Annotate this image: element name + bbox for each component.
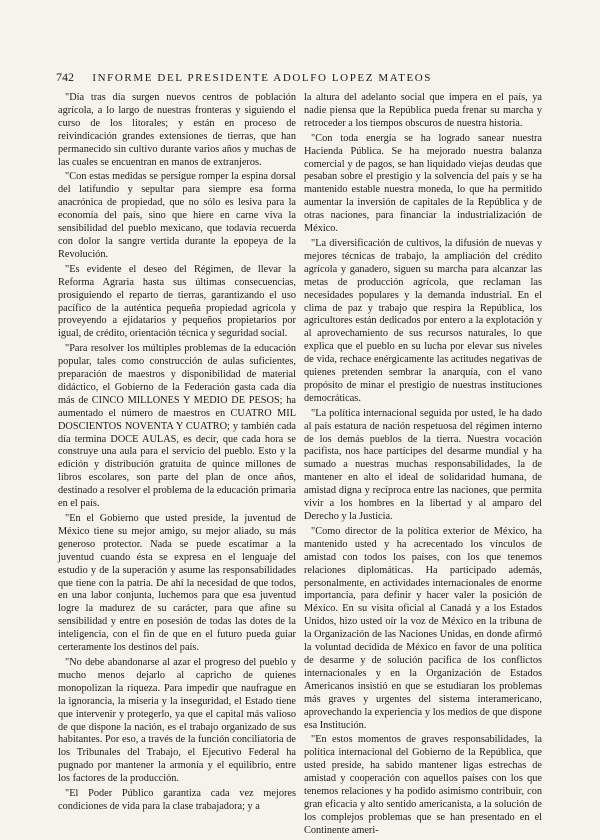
running-title: INFORME DEL PRESIDENTE ADOLFO LOPEZ MATEOS xyxy=(92,72,433,84)
paragraph: "No debe abandonarse al azar el progreso del pueblo y mucho menos dejarlo al capricho de quienes monopolizan la riqueza. Para impedir que naufrague en la ignorancia, la miseria y la inseguridad, el Estado tiene que intervenir y protegerlo, ya que el capital más valioso de que dispone la nación, es el trabajo organizado de sus habitantes. Por eso, a través de la función conciliatoria de los Tribunales del Trabajo, el Ejecutivo Federal ha pugnado por mantener la armonía y el equilibrio, entre los factores de la producción. xyxy=(58,656,296,785)
left-column xyxy=(58,92,296,816)
paragraph: "Es evidente el deseo del Régimen, de llevar la Reforma Agraria hasta sus últimas consecuencias, prosiguiendo el reparto de tierras, garantizando el uso pacífico de la auténtica pequeña propiedad agrícola y proveyendo a ejidatarios y pequeños propietarios por igual, de crédito, orientación técnica y seguridad social. xyxy=(58,263,296,340)
paragraph: "La política internacional seguida por usted, le ha dado al país estatura de nación respetuosa del régimen interno de los demás pueblos de la tierra. Nuestra vocación pacifista, nos hace partícipes del desarme mundial y ha sumado a nuestras muchas responsabilidades, la de mantener en alto el ideal de solidaridad humana, de amistad digna y recíproca entre las naciones, que permita vivir a los hombres en la libertad y al amparo del Derecho y la Justicia. xyxy=(304,407,542,522)
paragraph: la altura del adelanto social que impera en el país, ya nadie piensa que la República pueda frenar su marcha y retroceder a los tiempos obscuros de nuestra historia. xyxy=(304,92,542,129)
paragraph: "En estos momentos de graves responsabilidades, la política internacional del Gobierno de la República, que usted preside, ha sabido mantener ligas estrechas de amistad y cooperación con aquellos países con los que tenemos relaciones y ha podido asimismo contribuir, con gran eficacia y alto sentido americanista, a la solución de los complejos problemas que se han presentado en el Continente ameri- xyxy=(304,734,542,836)
paragraph: "Con estas medidas se persigue romper la espina dorsal del latifundio y sepultar para siempre esa forma anacrónica de propiedad, que no sólo es lesiva para la economía del país, sino que hiere en carne viva la sensibilidad del pueblo mexicano, que todavía recuerda con dolor la sangre vertida durante la epopeya de la Revolución. xyxy=(58,171,296,260)
paragraph: "Día tras día surgen nuevos centros de población agrícola, a lo largo de nuestras fronteras y siguiendo el curso de los litorales; y están en proceso de reivindicación grandes extensiones de tierras, que han permanecido sin cultivo durante varios años y muchas de las cuales se encuentran en manos de extranjeros. xyxy=(58,92,296,168)
page-header xyxy=(56,70,546,85)
paragraph: "La diversificación de cultivos, la difusión de nuevas y mejores técnicas de trabajo, la ampliación del crédito agrícola y ganadero, siguen su marcha para alcanzar las metas de producción agrícola, que reclaman las necesidades populares y la demanda industrial. En el clima de paz y trabajo que respira la República, los agricultores están dedicados por entero a la explotación y al aprovechamiento de sus recursos naturales, lo que explica que el pueblo en su lucha por elevar sus niveles de vida, rechace enérgicamente las actitudes negativas de quienes pretenden sembrar la anarquía, con el vano propósito de minar el prestigio de nuestras instituciones democráticas. xyxy=(304,237,542,404)
paragraph: "El Poder Público garantiza cada vez mejores condiciones de vida para la clase trabajadora; y a xyxy=(58,788,296,812)
paragraph: "Con toda energía se ha logrado sanear nuestra Hacienda Pública. Se ha mejorado nuestra balanza comercial y de pagos, se han liquidado viejas deudas que pesaban sobre el prestigio y la solvencia del país y se ha mantenido estable nuestra moneda, lo que ha permitido aumentar la inversión de capitales de la República y de otras naciones, para financiar la industrialización de México. xyxy=(304,132,542,235)
right-column xyxy=(304,92,542,840)
paragraph: "En el Gobierno que usted preside, la juventud de México tiene su mejor amigo, su mejor aliado, su más generoso protector. Nada se puede escatimar a la juventud cuando ésta se expresa en el lenguaje del estudio y de la superación y asume las responsabilidades que tiene con la patria. De ahí la necesidad de que todos, en una labor conjunta, luchemos para que esa juventud logre la madurez de su carácter, para que afine su sensibilidad y entre en posesión de todas las dotes de la inteligencia, con el fin de que en el futuro pueda guiar certeramente los destinos del país. xyxy=(58,513,296,654)
page-number: 742 xyxy=(56,70,74,84)
paragraph: "Como director de la política exterior de México, ha mantenido usted y ha acrecentado los vínculos de amistad con todos los países, con los que tenemos relaciones diplomáticas. Ha participado además, personalmente, en actividades internacionales de enorme importancia, para definir y hacer valer la posición de México. En su visita oficial al Canadá y a los Estados Unidos, hizo usted oír la voz de México en la tribuna de la Organización de las Naciones Unidas, en donde afirmó la voluntad decidida de México en favor de una política de desarme y de solución pacífica de los conflictos internacionales y en la Organización de Estados Americanos insistió en que se estudiaran los problemas más graves y urgentes del sistema interamericano, aprovechando la experiencia y los medios de que dispone esa Institución. xyxy=(304,525,542,731)
paragraph: "Para resolver los múltiples problemas de la educación popular, tales como construcción de aulas suficientes, preparación de maestros y disponibilidad de material didáctico, el Gobierno de la Federación gasta cada día más de CINCO MILLONES Y MEDIO DE PESOS; ha aumentado el número de maestros en CUATRO MIL DOSCIENTOS NOVENTA Y CUATRO; y también cada día termina DOCE AULAS, es decir, que cada hora se construye una aula para el servicio del pueblo. Esto y la edición y distribución gratuita de quince millones de libros escolares, son parte del plan de once años, destinado a resolver el problema de la educación primaria en el país. xyxy=(58,343,296,510)
